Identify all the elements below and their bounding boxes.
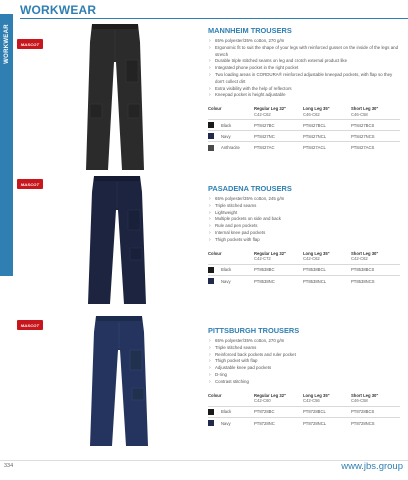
section-title: WORKWEAR: [20, 3, 97, 17]
footer-rule: [0, 460, 408, 461]
feature-list: [208, 338, 400, 386]
brand-logo: [17, 179, 43, 189]
column-header: Regular Leg 32" C42-C62: [254, 106, 287, 117]
column-header: Short Leg 30" C46-C58: [351, 106, 379, 117]
feature-item: › Extra visibility with the help of reflectors: [208, 86, 400, 93]
table-row: Navy PT8728NC PT8728NCL PT8728NCS: [208, 417, 400, 428]
table-row: Black PT8728BC PT8728BCL PT8728BCS: [208, 406, 400, 417]
table-row: Navy PT8427NC PT8427NCL PT8427NCS: [208, 131, 400, 142]
column-header: Short Leg 30" C46-C58: [351, 392, 379, 404]
feature-item: › Lightweight: [208, 210, 400, 217]
column-header: Long Leg 35" C42-C56: [303, 392, 330, 404]
column-header: Long Leg 35" C46-C62: [303, 106, 330, 117]
column-header: Colour: [208, 106, 222, 112]
brand-logo: [17, 39, 43, 49]
feature-item: › Ergonomic fit to suit the shape of your legs with reinforced gusset on the inside of the legs and stretch: [208, 45, 400, 59]
feature-item: › Kneepad pocket is height adjustable: [208, 92, 400, 99]
color-swatch: [208, 278, 214, 284]
feature-item: › Durable triple stitched seams on leg and crotch external product like: [208, 58, 400, 65]
feature-item: › Triple stitched seams: [208, 203, 400, 210]
brand-logo: [17, 320, 43, 330]
product-image: [82, 174, 152, 306]
product-image: [80, 22, 150, 172]
table-row: Black PT8538BC PT8538BCL PT8538BCS: [208, 264, 400, 275]
product-title: PASADENA TROUSERS: [208, 184, 292, 193]
spec-table: [208, 393, 400, 429]
feature-item: › Internal knee pad pockets: [208, 230, 400, 237]
feature-item: › Integrated phone pocket in the right pocket: [208, 65, 400, 72]
feature-item: › 65% polyester/35% cotton, 270 g/m: [208, 38, 400, 45]
color-swatch: [208, 145, 214, 151]
column-header: Colour: [208, 250, 222, 256]
product-section: [208, 184, 400, 286]
feature-item: › Contrast stitching: [208, 379, 400, 386]
column-header: Regular Leg 32" C42-C60: [254, 392, 287, 404]
feature-item: › Reinforced back pockets and ruler pocket: [208, 352, 400, 359]
feature-item: › Multiple pockets on side and back: [208, 216, 400, 223]
product-title: MANNHEIM TROUSERS: [208, 26, 292, 35]
feature-item: › Thigh pocket with flap: [208, 358, 400, 365]
product-section: [208, 326, 400, 428]
product-image: [84, 314, 154, 448]
side-tab-label-wrap: [0, 14, 13, 74]
feature-item: › Rule and pen pockets: [208, 223, 400, 230]
column-header: Long Leg 35" C42-C62: [303, 250, 330, 262]
header-rule: [20, 18, 408, 19]
brand-logo-text: MASCOT: [20, 41, 40, 47]
spec-table: [208, 106, 400, 153]
column-header: Regular Leg 32" C42-C72: [254, 250, 287, 262]
column-header: Short Leg 30" C42-C62: [351, 250, 379, 262]
table-row: Anthracite PT8427AC PT8427ACL PT8427ACS: [208, 142, 400, 153]
feature-item: › 65% polyester/35% cotton, 245 g/m: [208, 196, 400, 203]
table-row: Navy PT8538NC PT8538NCL PT8538NCS: [208, 275, 400, 286]
color-swatch: [208, 267, 214, 273]
brand-logo-text: MASCOT: [20, 181, 40, 187]
page-number: 334: [4, 463, 14, 469]
brand-logo-text: MASCOT: [20, 322, 40, 328]
column-header: Colour: [208, 392, 222, 398]
feature-list: [208, 196, 400, 244]
side-tab-label: WORKWEAR: [3, 24, 10, 64]
feature-list: [208, 38, 400, 99]
feature-item: › Triple stitched seams: [208, 345, 400, 352]
feature-item: › D-ring: [208, 372, 400, 379]
color-swatch: [208, 122, 214, 128]
color-swatch: [208, 420, 214, 426]
product-title: PITTSBURGH TROUSERS: [208, 326, 300, 335]
spec-table: [208, 251, 400, 287]
feature-item: › 65% polyester/35% cotton, 270 g/m: [208, 338, 400, 345]
color-swatch: [208, 409, 214, 415]
color-swatch: [208, 133, 214, 139]
feature-item: › Thigh pockets with flap: [208, 237, 400, 244]
table-row: Black PT8427BC PT8427BCL PT8427BCS: [208, 120, 400, 131]
feature-item: › Two loading areas in CORDURA® reinforced adjustable kneepad pockets, with flap so they don't collect dirt: [208, 72, 400, 86]
product-section: [208, 26, 400, 153]
page-header: [20, 4, 408, 18]
feature-item: › Adjustable knee pad pockets: [208, 365, 400, 372]
website-link[interactable]: www.jbs.group: [341, 461, 403, 472]
